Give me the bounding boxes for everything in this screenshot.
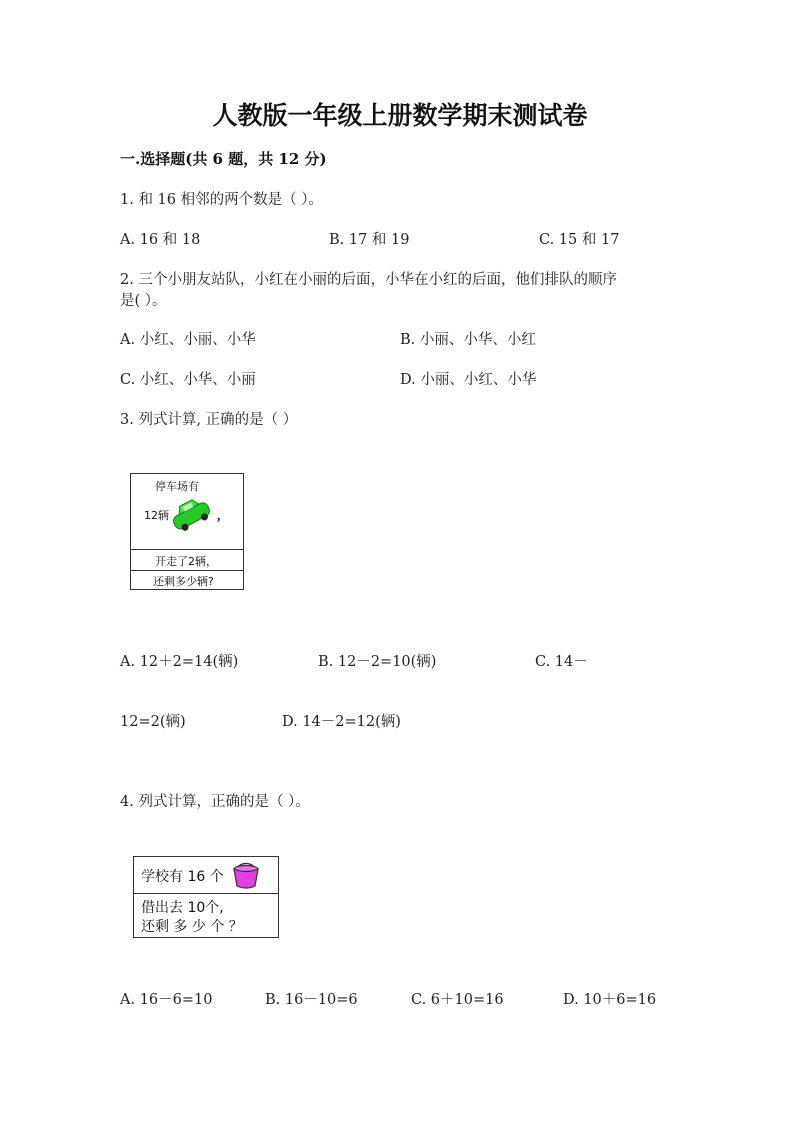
question-4-option-b[interactable]: B. 16－10=6 xyxy=(265,992,358,1008)
figure-text-remaining: 还剩 多 少 个 ？ xyxy=(141,919,243,935)
question-3-option-c-continued[interactable]: 12=2(辆) xyxy=(120,714,186,730)
question-1-option-c[interactable]: C. 15 和 17 xyxy=(539,232,620,248)
figure-top-cell xyxy=(131,474,243,550)
question-3-option-d[interactable]: D. 14－2=12(辆) xyxy=(282,714,401,730)
car-icon xyxy=(169,496,213,534)
figure-text-left: 开走了2辆， xyxy=(155,555,217,568)
figure-middle-cell xyxy=(131,550,243,571)
question-2-option-c[interactable]: C. 小红、小华、小丽 xyxy=(120,372,256,388)
question-4-option-c[interactable]: C. 6＋10=16 xyxy=(411,992,504,1008)
question-3-option-a[interactable]: A. 12＋2=14(辆) xyxy=(120,654,239,670)
figure-text-school: 学校有 16 个 xyxy=(141,869,224,885)
figure-text-borrowed: 借出去 10个, xyxy=(141,900,224,916)
question-2-stem-line2: 是( ）。 xyxy=(120,293,167,309)
section-heading: 一.选择题(共 6 题，共 12 分) xyxy=(120,150,327,168)
figure-text-parking: 停车场有 xyxy=(155,480,199,493)
page-title: 人教版一年级上册数学期末测试卷 xyxy=(212,101,588,130)
parking-lot-figure xyxy=(130,473,244,590)
figure-comma: ， xyxy=(217,509,228,522)
question-2-option-a[interactable]: A. 小红、小丽、小华 xyxy=(120,332,256,348)
figure-bottom-cell xyxy=(131,571,243,589)
question-3-option-b[interactable]: B. 12－2=10(辆) xyxy=(318,654,437,670)
figure-text-remaining: 还剩多少辆? xyxy=(153,575,214,588)
question-4-stem: 4. 列式计算，正确的是（ ）。 xyxy=(120,794,310,810)
question-4-option-a[interactable]: A. 16－6=10 xyxy=(120,992,213,1008)
question-2-stem-line1: 2. 三个小朋友站队，小红在小丽的后面，小华在小红的后面，他们排队的顺序 xyxy=(120,272,617,288)
figure-top-cell xyxy=(134,857,278,894)
figure-text-count: 12辆 xyxy=(144,509,169,522)
question-1-stem: 1. 和 16 相邻的两个数是（ ）。 xyxy=(120,192,323,208)
question-1-option-a[interactable]: A. 16 和 18 xyxy=(120,232,201,248)
question-3-option-c[interactable]: C. 14－ xyxy=(535,654,588,670)
school-bucket-figure xyxy=(133,856,279,938)
question-2-option-d[interactable]: D. 小丽、小红、小华 xyxy=(400,372,537,388)
question-1-option-b[interactable]: B. 17 和 19 xyxy=(329,232,410,248)
question-2-option-b[interactable]: B. 小丽、小华、小红 xyxy=(400,332,536,348)
question-4-option-d[interactable]: D. 10＋6=16 xyxy=(563,992,657,1008)
question-3-stem: 3. 列式计算, 正确的是（ ） xyxy=(120,412,298,428)
bucket-icon xyxy=(231,860,261,890)
